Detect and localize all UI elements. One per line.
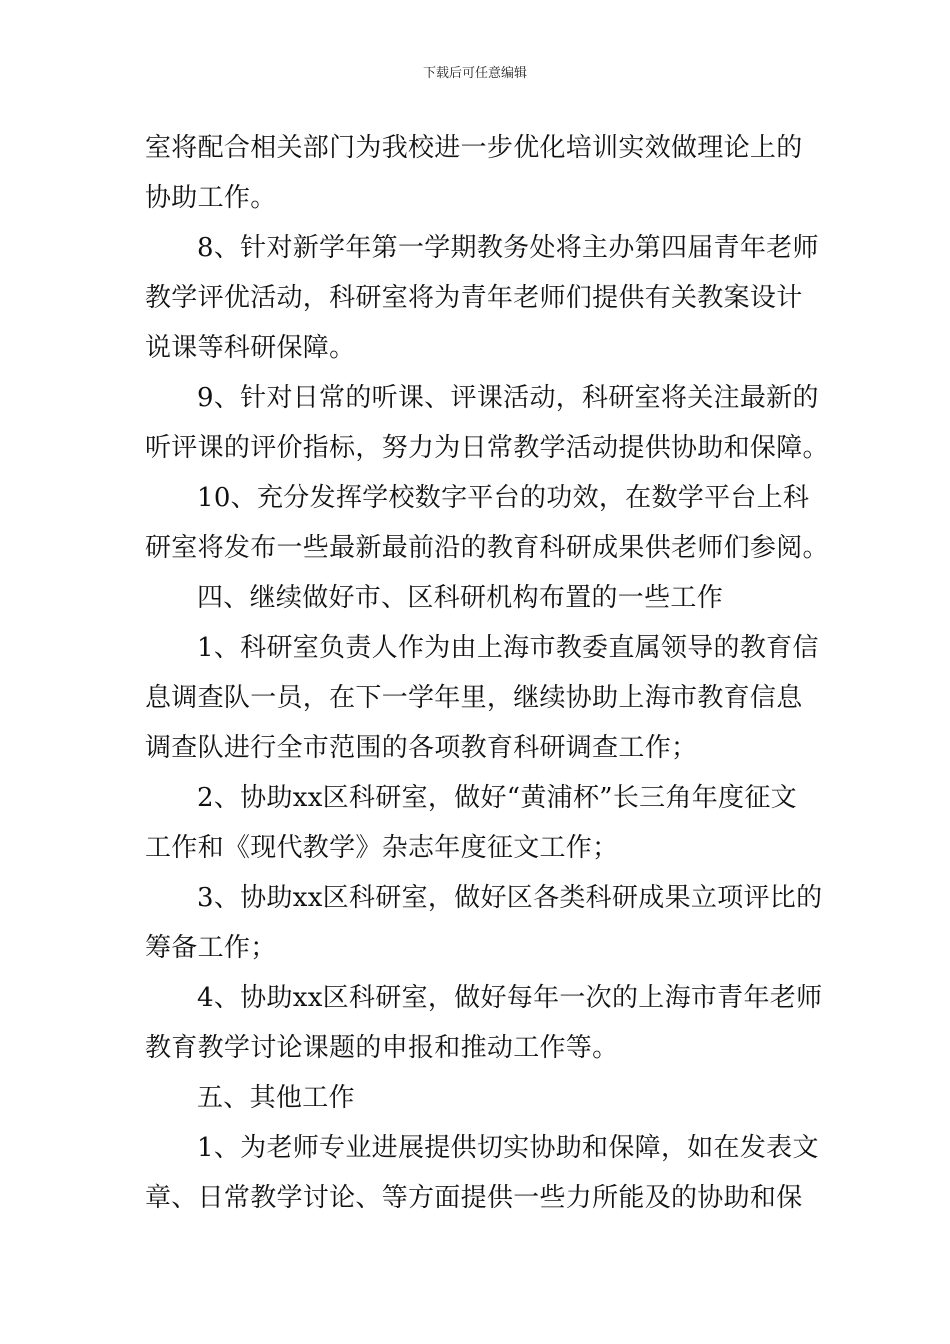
text-line-9: 研室将发布一些最新最前沿的教育科研成果供老师们参阅。 — [145, 533, 829, 563]
text-line-19: 教育教学讨论课题的申报和推动工作等。 — [145, 1033, 619, 1063]
text-line-8: 10、充分发挥学校数字平台的功效，在数学平台上科 — [197, 483, 810, 513]
text-line-17: 筹备工作； — [145, 933, 277, 963]
document-body — [145, 123, 829, 1223]
text-line-7: 听评课的评价指标，努力为日常教学活动提供协助和保障。 — [145, 433, 829, 463]
text-line-13: 调查队进行全市范围的各项教育科研调查工作； — [145, 733, 698, 763]
text-line-6: 9、针对日常的听课、评课活动，科研室将关注最新的 — [197, 383, 819, 413]
text-line-4: 教学评优活动，科研室将为青年老师们提供有关教案设计 — [145, 283, 803, 313]
text-line-12: 息调查队一员，在下一学年里，继续协助上海市教育信息 — [145, 683, 803, 713]
text-line-18: 4、协助xx区科研室，做好每年一次的上海市青年老师 — [197, 983, 823, 1013]
text-line-2: 协助工作。 — [145, 183, 277, 213]
text-line-22: 章、日常教学讨论、等方面提供一些力所能及的协助和保 — [145, 1183, 803, 1213]
section-heading-5: 五、其他工作 — [197, 1083, 355, 1113]
text-line-3: 8、针对新学年第一学期教务处将主办第四届青年老师 — [197, 233, 819, 263]
text-line-16: 3、协助xx区科研室，做好区各类科研成果立项评比的 — [197, 883, 823, 913]
text-line-11: 1、科研室负责人作为由上海市教委直属领导的教育信 — [197, 633, 819, 663]
section-heading-4: 四、继续做好市、区科研机构布置的一些工作 — [197, 583, 724, 613]
text-line-14: 2、协助xx区科研室，做好“黄浦杯”长三角年度征文 — [197, 783, 797, 813]
text-line-5: 说课等科研保障。 — [145, 333, 356, 363]
page-header-note: 下载后可任意编辑 — [422, 66, 527, 81]
text-line-21: 1、为老师专业进展提供切实协助和保障，如在发表文 — [197, 1133, 819, 1163]
text-line-15: 工作和《现代教学》杂志年度征文工作； — [145, 833, 619, 863]
text-line-1: 室将配合相关部门为我校进一步优化培训实效做理论上的 — [145, 133, 803, 163]
